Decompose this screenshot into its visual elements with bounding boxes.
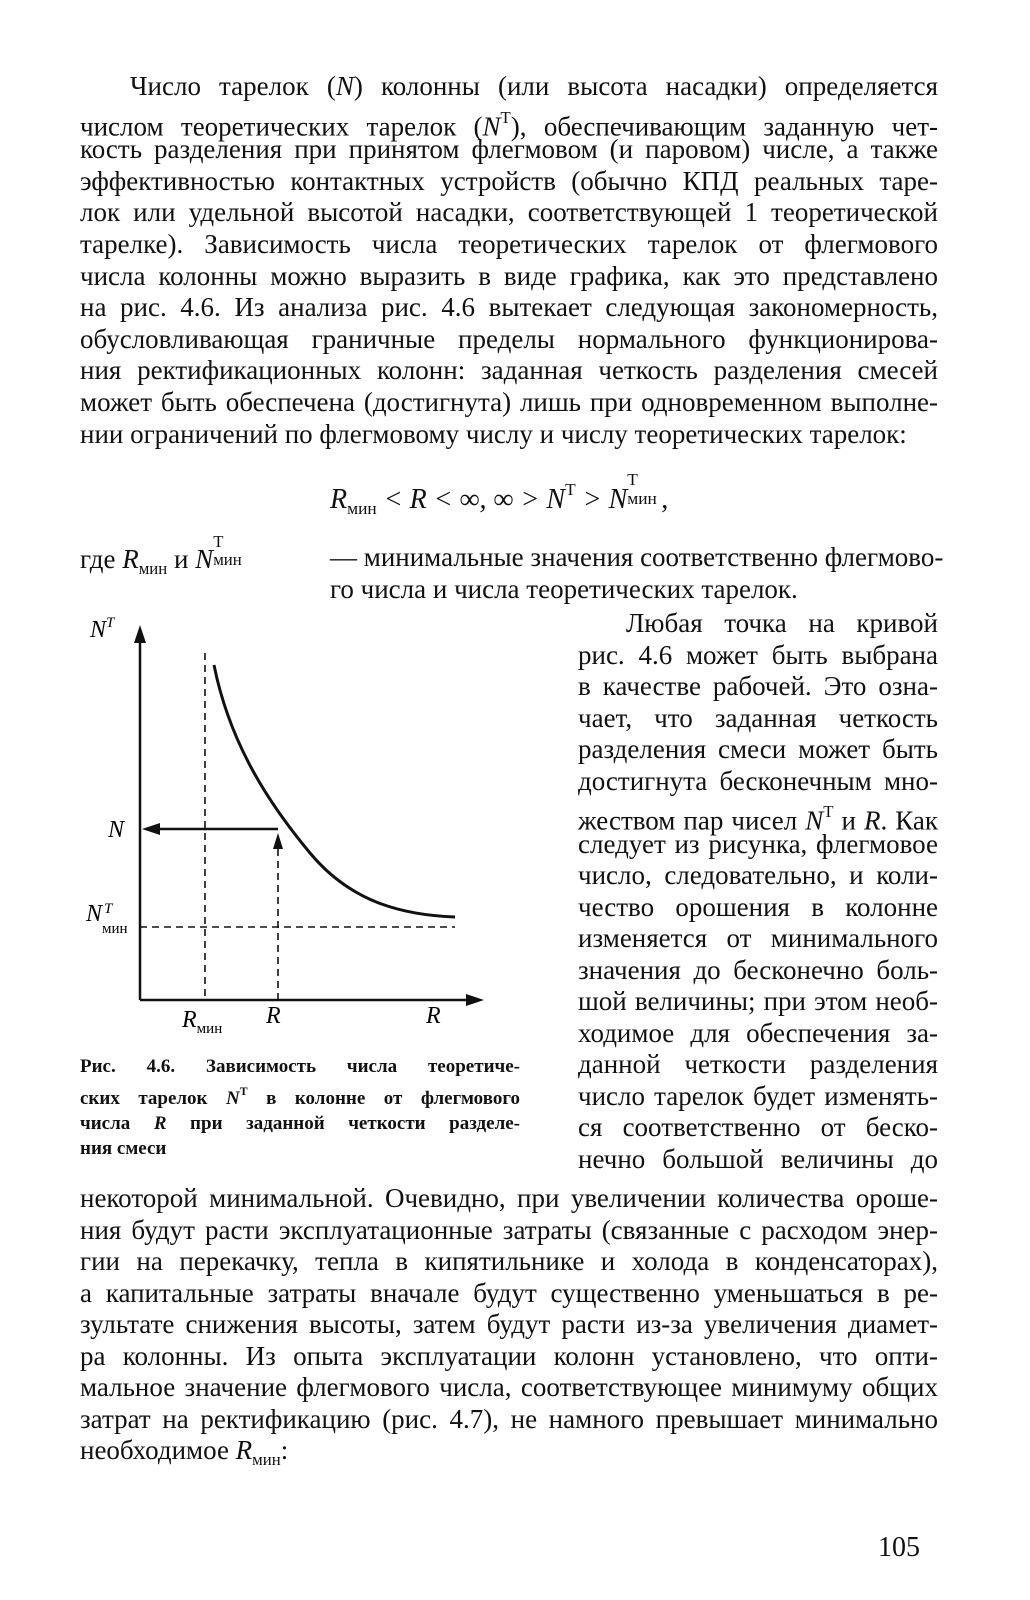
page-number: 105 bbox=[878, 1532, 920, 1563]
paragraph-1-line: числом теоретических тарелок $(N^T)$, обеспечивающим заданную чет- bbox=[80, 107, 938, 142]
svg-text:мин: мин bbox=[102, 921, 128, 937]
paragraph-2-line: затрат на ректификацию (рис. 4.7), не намного превышает минимально bbox=[80, 1403, 938, 1434]
side-text-line: чает, что заданная четкость bbox=[578, 702, 938, 733]
caption-line: Рис. 4.6. Зависимость числа теоретиче- bbox=[80, 1056, 520, 1077]
side-text-line: следует из рисунка, флегмовое bbox=[578, 828, 938, 859]
paragraph-2-line: мальное значение флегмового числа, соответствующее минимуму общих bbox=[80, 1372, 938, 1402]
paragraph-2-line: некоторой минимальной. Очевидно, при увеличении количества ороше- bbox=[80, 1183, 938, 1213]
nt-vs-r-curve bbox=[214, 665, 455, 917]
side-text-line: ходимое для обеспечения за- bbox=[578, 1017, 938, 1048]
side-text-line: жеством пар чисел $N^T$ и R. Как bbox=[578, 802, 939, 836]
paragraph-1-line: Число тарелок (N) колонны (или высота насадки) определяется bbox=[130, 71, 938, 101]
paragraph-1-line: обусловливающая граничные пределы нормального функционирова- bbox=[80, 323, 938, 354]
caption-line: числа R при заданной четкости разделе- bbox=[80, 1112, 520, 1134]
y-axis-label: $N^T$ bbox=[90, 615, 115, 643]
side-text-line: чество орошения в колонне bbox=[578, 891, 938, 922]
side-text-line: разделения смеси может быть bbox=[578, 734, 938, 764]
side-text-line: число, следовательно, и коли- bbox=[578, 860, 938, 890]
paragraph-1-line: может быть обеспечена (достигнута) лишь при одновременном выполне- bbox=[80, 387, 938, 417]
paragraph-1-line: эффективностью контактных устройств (обычно КПД реальных таре- bbox=[80, 165, 938, 196]
paragraph-1-line: на рис. 4.6. Из анализа рис. 4.6 вытекает следующая закономерность, bbox=[80, 292, 938, 323]
side-text-line: в качестве рабочей. Это озна- bbox=[578, 671, 938, 701]
side-text-line: данной четкости разделения bbox=[578, 1049, 938, 1079]
y-axis-arrow bbox=[134, 625, 146, 643]
paragraph-1-line: числа колонны можно выразить в виде графика, как это представлено bbox=[80, 260, 938, 291]
figure-caption bbox=[80, 1054, 520, 1161]
paragraph-2-line: ния будут расти эксплуатационные затраты (связанные с расходом энер- bbox=[80, 1214, 938, 1245]
figure-4-6 bbox=[80, 615, 500, 1045]
svg-text:T: T bbox=[104, 901, 113, 917]
side-text-line: изменяется от минимального bbox=[578, 923, 938, 953]
paragraph-2-line: зультате снижения высоты, затем будут расти из-за увеличения диамет- bbox=[80, 1309, 938, 1339]
paragraph-2-line: гии на перекачку, тепла в кипятильнике и холода в конденсаторах), bbox=[80, 1246, 938, 1276]
caption-line: ских тарелок $N^T$ в колонне от флегмового bbox=[80, 1085, 520, 1109]
nmin-label: N bbox=[86, 901, 103, 927]
last-line: необходимое $R_{мин}$: bbox=[80, 1435, 289, 1469]
side-text-line: ся соответственно от беско- bbox=[578, 1112, 938, 1142]
caption-line: ния смеси bbox=[80, 1137, 167, 1159]
side-text-line: нечно большой величины до bbox=[578, 1143, 938, 1174]
paragraph-1-line: нии ограничений по флегмовому числу и числу теоретических тарелок: bbox=[80, 418, 907, 449]
side-text-line: значения до бесконечно боль- bbox=[578, 954, 938, 985]
side-text-line: шой величины; при этом необ- bbox=[578, 986, 938, 1016]
paragraph-1-line: лок или удельной высотой насадки, соответствующей 1 теоретической bbox=[80, 197, 938, 228]
where-clause-lead: где $R_{мин}$ и N Т мин bbox=[80, 531, 242, 578]
side-text-line: рис. 4.6 может быть выбрана bbox=[578, 639, 938, 670]
paragraph-1-line: ния ректификационных колонн: заданная четкость разделения смесей bbox=[80, 355, 938, 386]
x-axis-label: R bbox=[426, 1003, 441, 1029]
side-text-line: число тарелок будет изменять- bbox=[578, 1080, 938, 1111]
inequality-formula: $R_{мин} < R$ < ∞, ∞ > $N^Т > N$ Т мин , bbox=[330, 470, 669, 519]
n-label: N bbox=[108, 817, 125, 843]
side-text-line: Любая точка на кривой bbox=[626, 608, 938, 638]
n-arrow-head bbox=[142, 823, 160, 835]
paragraph-1-line: тарелке). Зависимость числа теоретических тарелок от флегмового bbox=[80, 229, 938, 259]
x-axis-arrow bbox=[466, 994, 484, 1006]
paragraph-2-line: ра колонны. Из опыта эксплуатации колонн установлено, что опти- bbox=[80, 1340, 938, 1371]
rmin-tick-label: $R_{мин}$ bbox=[182, 1007, 223, 1037]
paragraph-2-line: а капитальные затраты вначале будут существенно уменьшаться в ре- bbox=[80, 1277, 938, 1308]
paragraph-1-line: кость разделения при принятом флегмовом (и паровом) числе, а также bbox=[80, 134, 938, 165]
r-tick-label: R bbox=[266, 1003, 281, 1029]
side-text-line: достигнута бесконечным мно- bbox=[578, 765, 938, 796]
where-clause-definition: — минимальные значения соответственно флегмово- го числа и числа теоретических тарелок. bbox=[330, 542, 944, 604]
r-up-arrow bbox=[273, 833, 283, 849]
